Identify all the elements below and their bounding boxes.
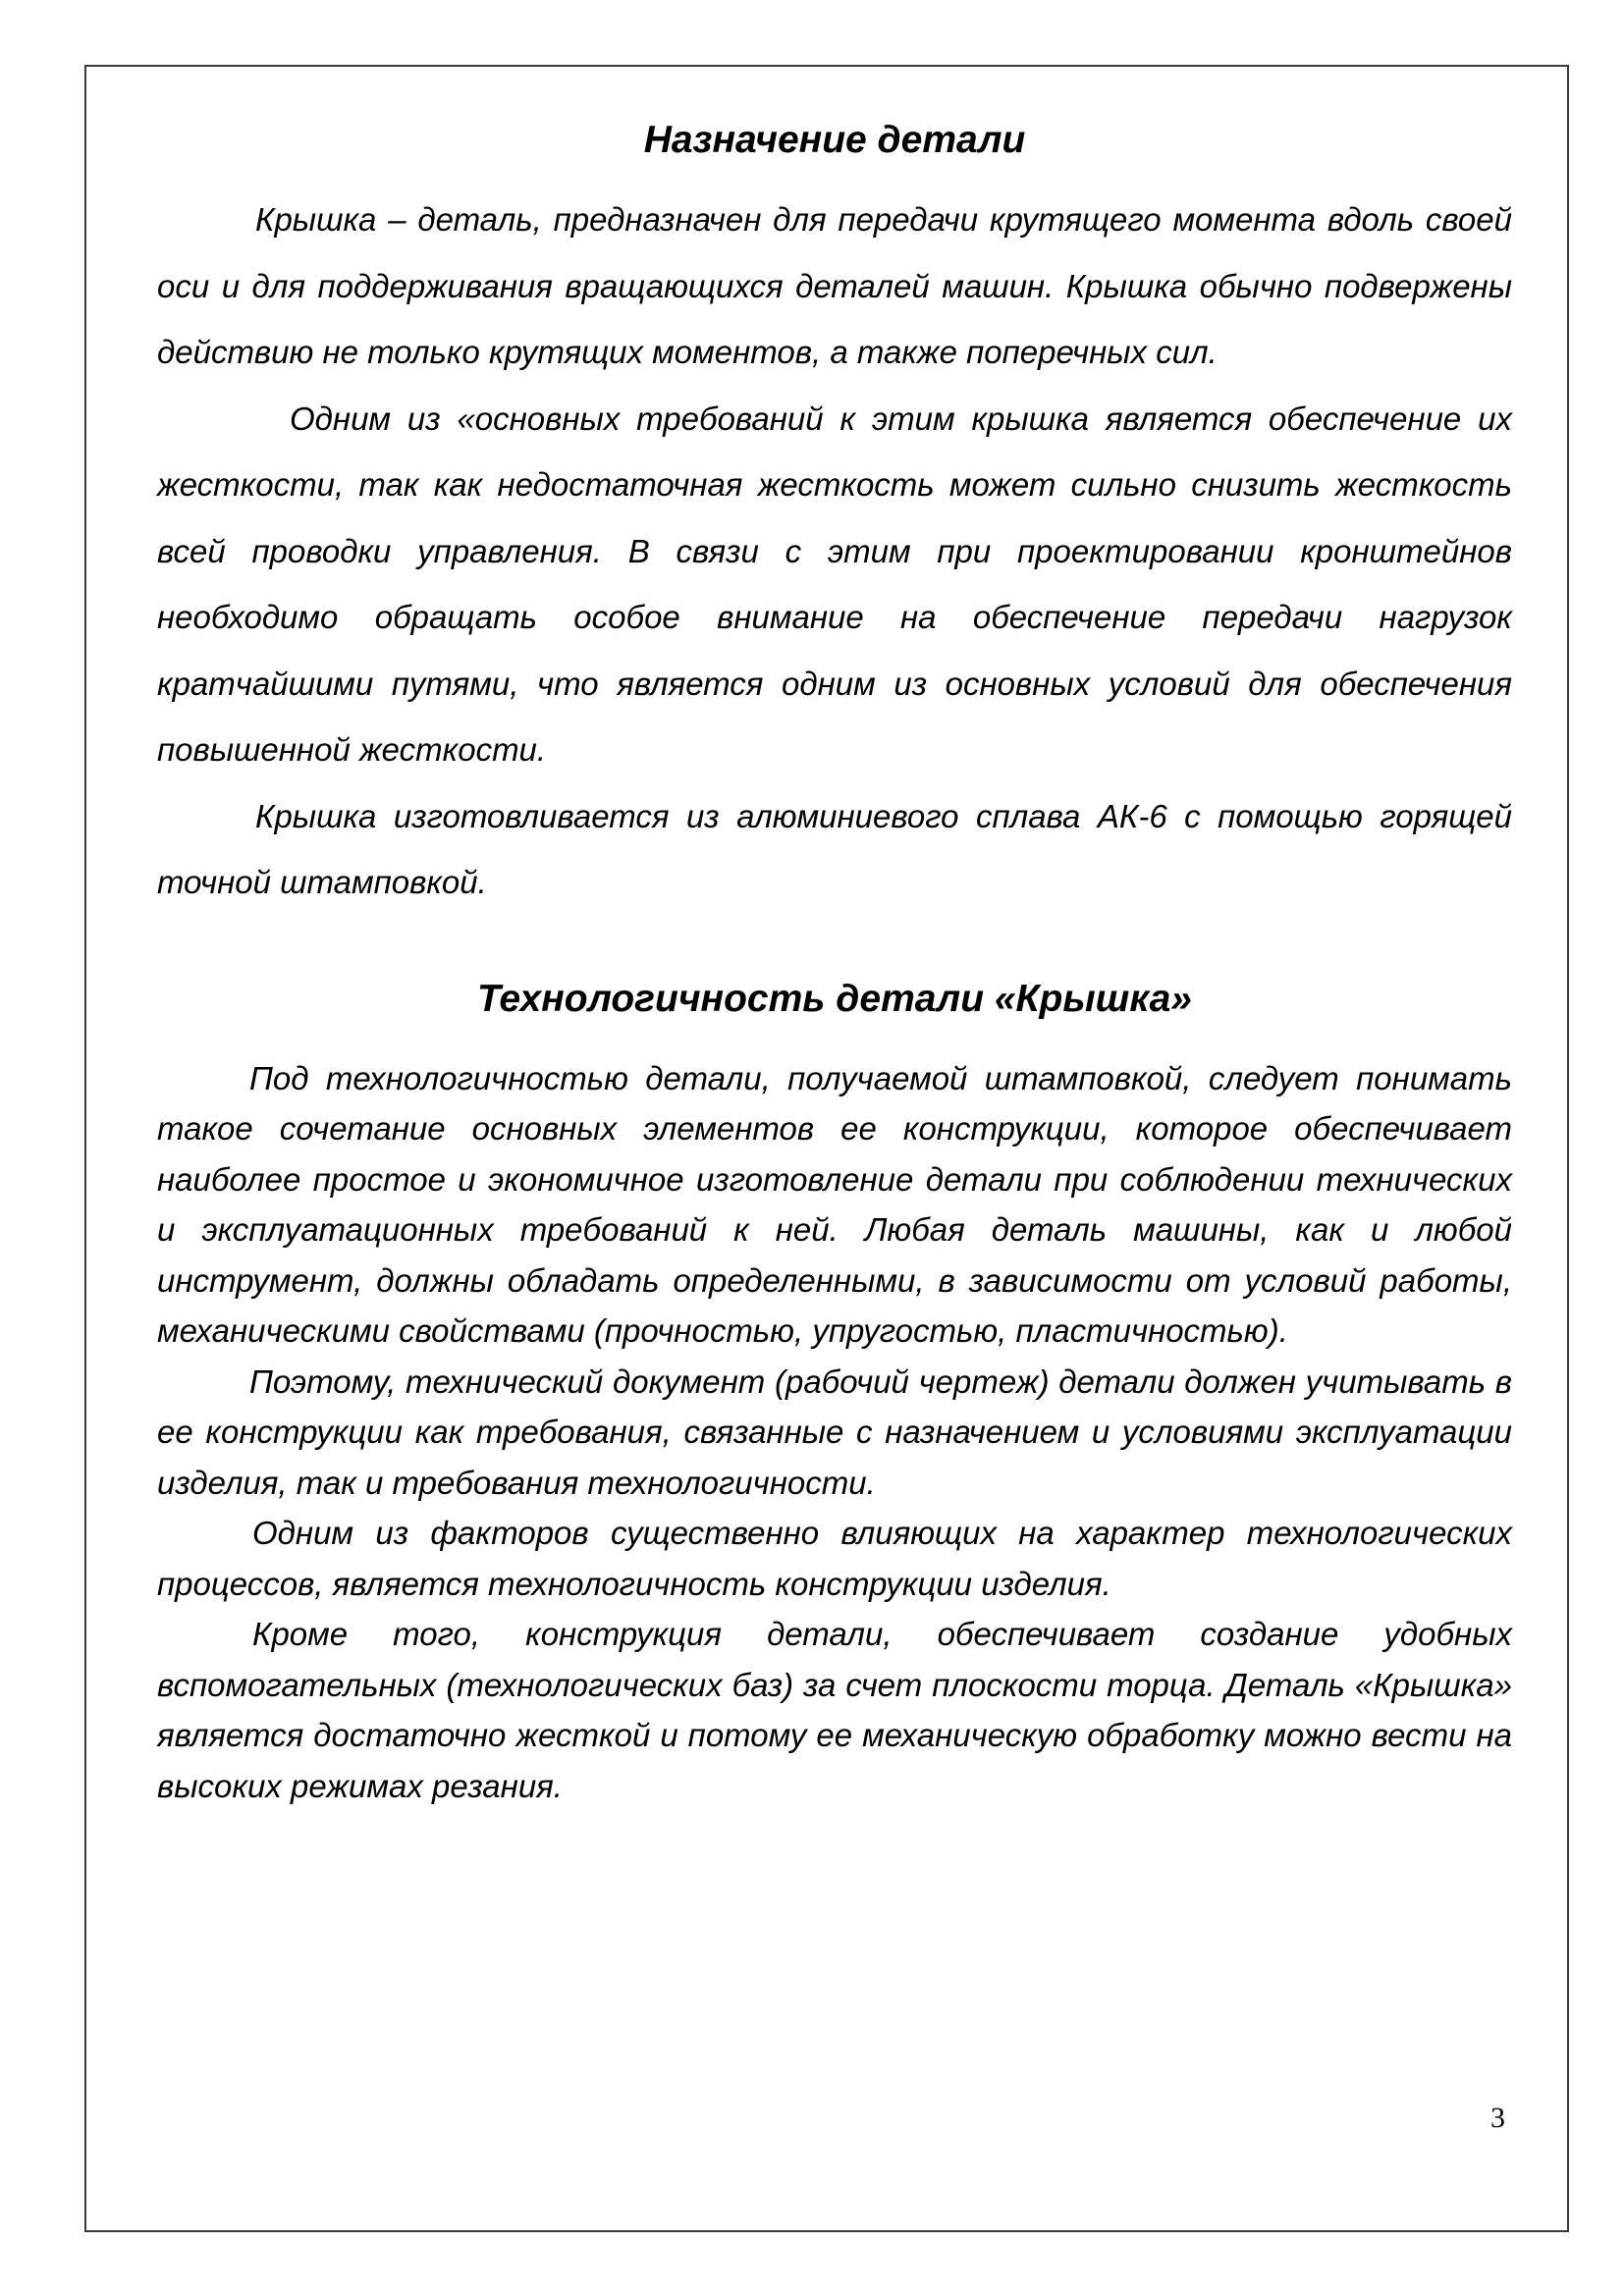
paragraph: Одним из факторов существенно влияющих на характер технологических процессов, является технологичность конструкции изделия. xyxy=(157,1515,1512,1602)
section-title: Назначение детали xyxy=(643,119,1026,161)
page-number: 3 xyxy=(1490,2102,1505,2134)
document-body xyxy=(157,116,1512,1811)
paragraph: Одним из «основных требований к этим крышка является обеспечение их жесткости, так как недостаточная жесткость может сильно снизить жесткость всей проводки управления. В связи с этим при проектировании кронштейнов необходимо обращать особое внимание на обеспечение передачи нагрузок кратчайшими путями, что является одним из основных условий для обеспечения повышенной жесткости. xyxy=(157,400,1512,768)
section-title: Технологичность детали «Крышка» xyxy=(477,977,1192,1020)
section-manufacturability xyxy=(157,975,1512,1812)
paragraph: Поэтому, технический документ (рабочий чертеж) детали должен учитывать в ее конструкции как требования, связанные с назначением и условиями эксплуатации изделия, так и требования технологичности. xyxy=(157,1362,1512,1501)
paragraph: Крышка – деталь, предназначен для передачи крутящего момента вдоль своей оси и для поддерживания вращающихся деталей машин. Крышка обычно подвержены действию не только крутящих моментов, а также поперечных сил. xyxy=(157,201,1512,370)
paragraph: Под технологичностью детали, получаемой штамповкой, следует понимать такое сочетание основных элементов ее конструкции, которое обеспечивает наиболее простое и экономичное изготовление детали при соблюдении технических и эксплуатационных требований к ней. Любая деталь машины, как и любой инструмент, должны обладать определенными, в зависимости от условий работы, механическими свойствами (прочностью, упругостью, пластичностью). xyxy=(157,1059,1512,1349)
section-purpose xyxy=(157,116,1512,916)
paragraph: Кроме того, конструкция детали, обеспечивает создание удобных вспомогательных (технологических баз) за счет плоскости торца. Деталь «Крышка» является достаточно жесткой и потому ее механическую обработку можно вести на высоких режимах резания. xyxy=(157,1616,1512,1804)
paragraph: Крышка изготовливается из алюминиевого сплава АК-6 с помощью горящей точной штамповкой. xyxy=(157,797,1512,900)
